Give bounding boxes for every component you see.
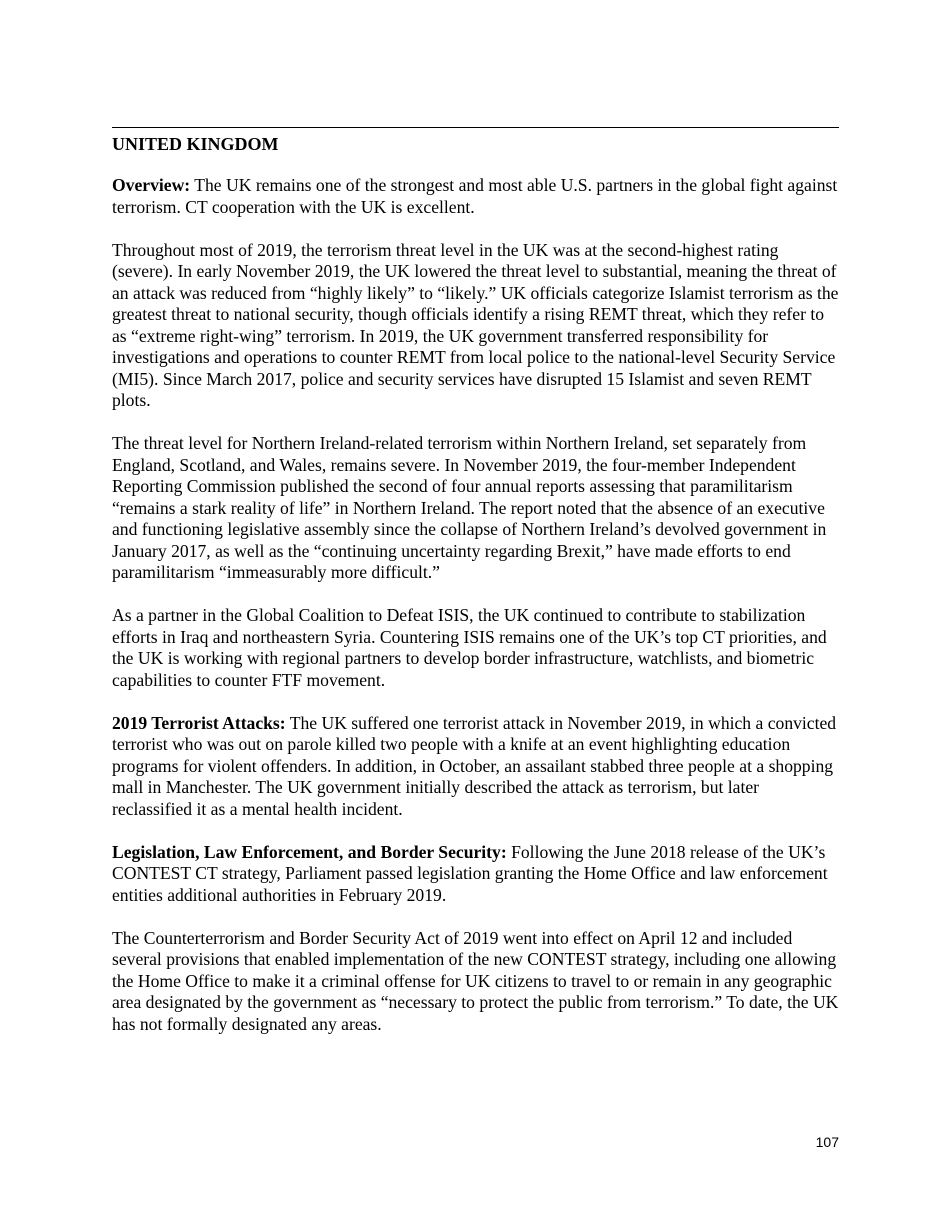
page-number: 107 bbox=[815, 1134, 839, 1150]
paragraph-overview bbox=[112, 175, 839, 218]
paragraph-threat-level bbox=[112, 240, 839, 412]
paragraph-legislation bbox=[112, 842, 839, 907]
section-title: UNITED KINGDOM bbox=[112, 134, 279, 154]
paragraph-ct-border-security-act bbox=[112, 928, 839, 1036]
paragraph-text: The threat level for Northern Ireland-related terrorism within Northern Ireland, set separately from England, Scotland, and Wales, remains severe. In November 2019, the four-member Independent Reporting Commission published the second of four annual reports assessing that paramilitarism “remains a stark reality of life” in Northern Ireland. The report noted that the absence of an executive and functioning legislative assembly since the collapse of Northern Ireland’s devolved government in January 2017, as well as the “continuing uncertainty regarding Brexit,” have made efforts to end paramilitarism “immeasurably more difficult.” bbox=[112, 433, 827, 582]
section-divider bbox=[112, 127, 839, 128]
paragraph-text: The Counterterrorism and Border Security Act of 2019 went into effect on April 12 and included several provisions that enabled implementation of the new CONTEST strategy, including one allowing the Home Office to make it a criminal offense for UK citizens to travel to or remain in any geographic area designated by the government as “necessary to protect the public from terrorism.” To date, the UK has not formally designated any areas. bbox=[112, 927, 839, 1034]
paragraph-defeat-isis bbox=[112, 605, 839, 691]
paragraph-text: As a partner in the Global Coalition to Defeat ISIS, the UK continued to contribute to stabilization efforts in Iraq and northeastern Syria. Countering ISIS remains one of the UK’s top CT priorities, and the UK is working with regional partners to develop border infrastructure, watchlists, and biometric capabilities to counter FTF movement. bbox=[112, 605, 827, 690]
document-body bbox=[112, 175, 839, 1057]
paragraph-lead: 2019 Terrorist Attacks: bbox=[112, 712, 286, 733]
paragraph-northern-ireland bbox=[112, 433, 839, 584]
paragraph-text: The UK suffered one terrorist attack in November 2019, in which a convicted terrorist who was out on parole killed two people with a knife at an event highlighting education programs for violent offenders. In addition, in October, an assailant stabbed three people at a shopping mall in Manchester. The UK government initially described the attack as terrorism, but later reclassified it as a mental health incident. bbox=[112, 712, 837, 819]
paragraph-terrorist-attacks bbox=[112, 713, 839, 821]
paragraph-text: Following the June 2018 release of the UK’s CONTEST CT strategy, Parliament passed legislation granting the Home Office and law enforcement entities additional authorities in February 2019. bbox=[112, 841, 828, 905]
paragraph-lead: Overview: bbox=[112, 175, 191, 195]
paragraph-text: Throughout most of 2019, the terrorism threat level in the UK was at the second-highest rating (severe). In early November 2019, the UK lowered the threat level to substantial, meaning the threat of an attack was reduced from “highly likely” to “likely.” UK officials categorize Islamist terrorism as the greatest threat to national security, though officials identify a rising REMT threat, which they refer to as “extreme right-wing” terrorism. In 2019, the UK government transferred responsibility for investigations and operations to counter REMT from local police to the national-level Security Service (MI5). Since March 2017, police and security services have disrupted 15 Islamist and seven REMT plots. bbox=[112, 239, 839, 410]
paragraph-text: The UK remains one of the strongest and most able U.S. partners in the global fight against terrorism. CT cooperation with the UK is excellent. bbox=[112, 175, 838, 217]
paragraph-lead: Legislation, Law Enforcement, and Border Security: bbox=[112, 841, 507, 862]
document-page bbox=[112, 0, 839, 1230]
